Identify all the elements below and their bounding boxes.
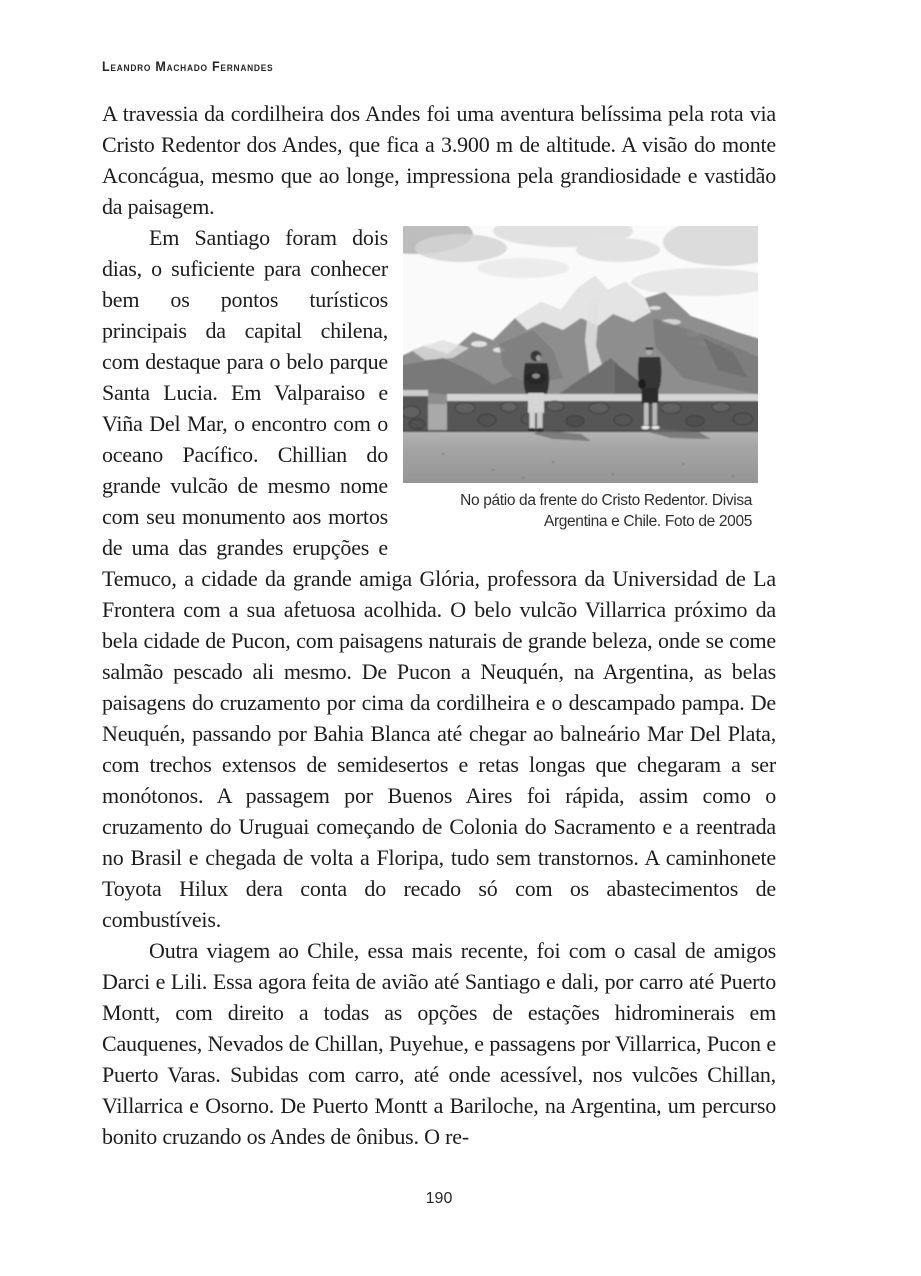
figure-caption-line: No pátio da frente do Cristo Redentor. Divisa bbox=[460, 492, 752, 509]
paragraph-with-figure bbox=[102, 222, 776, 935]
article-body bbox=[102, 98, 776, 1152]
page-number: 190 bbox=[425, 1190, 453, 1207]
andes-overlook-photo bbox=[403, 226, 758, 483]
paragraph: Outra viagem ao Chile, essa mais recente, foi com o casal de amigos Darci e Lili. Essa agora feita de avião até Santiago e dali, por carro até Puerto Montt, com direito a todas as opções de estações hidrominerais em Cauquenes, Nevados de Chillan, Puyehue, e passagens por Villarrica, Pucon e Puerto Varas. Subidas com carro, até onde acessível, nos vulcões Chillan, Villarrica e Osorno. De Puerto Montt a Bariloche, na Argentina, um percurso bonito cruzando os Andes de ônibus. O re- bbox=[102, 938, 776, 1149]
figure bbox=[403, 226, 776, 532]
paragraph: A travessia da cordilheira dos Andes foi uma aventura belíssima pela rota via Cristo Redentor dos Andes, que fica a 3.900 m de altitude. A visão do monte Aconcágua, mesmo que ao longe, impressiona pela grandiosidade e vastidão da paisagem. bbox=[102, 101, 776, 219]
paragraph-text: Em Santiago foram dois dias, o suficiente para conhecer bem os pontos turísticos principais da capital chilena, com destaque para o belo parque Santa Lucia. Em Valparaiso e Viña Del Mar, o encontro com o oceano Pacífico. Chillian do grande vulcão de mesmo nome com seu monumento aos mortos de uma das grandes erupções e Temuco, a cidade da grande amiga Glória, professora da Universidad de La Frontera com a sua afetuosa acolhida. O belo vulcão Villarrica próximo da bela cidade de Pucon, com paisagens naturais de grande beleza, onde se come salmão pescado ali mesmo. De Pucon a Neuquén, na Argentina, as belas paisagens do cruzamento por cima da cordilheira e o descampado pampa. De Neuquén, passando por Bahia Blanca até chegar ao balneário Mar Del Plata, com trechos extensos de semidesertos e retas longas que chegaram a ser monótonos. A passagem por Buenos Aires foi rápida, assim como o cruzamento do Uruguai começando de Colonia do Sacramento e a reentrada no Brasil e chegada de volta a Floripa, tudo sem transtornos. A caminhonete Toyota Hilux dera conta do recado só com os abastecimentos de combustíveis. bbox=[102, 225, 776, 932]
page-content bbox=[102, 0, 776, 1152]
figure-caption bbox=[403, 490, 758, 532]
running-header: Leandro Machado Fernandes bbox=[102, 59, 274, 74]
figure-caption-line: Argentina e Chile. Foto de 2005 bbox=[543, 513, 752, 530]
